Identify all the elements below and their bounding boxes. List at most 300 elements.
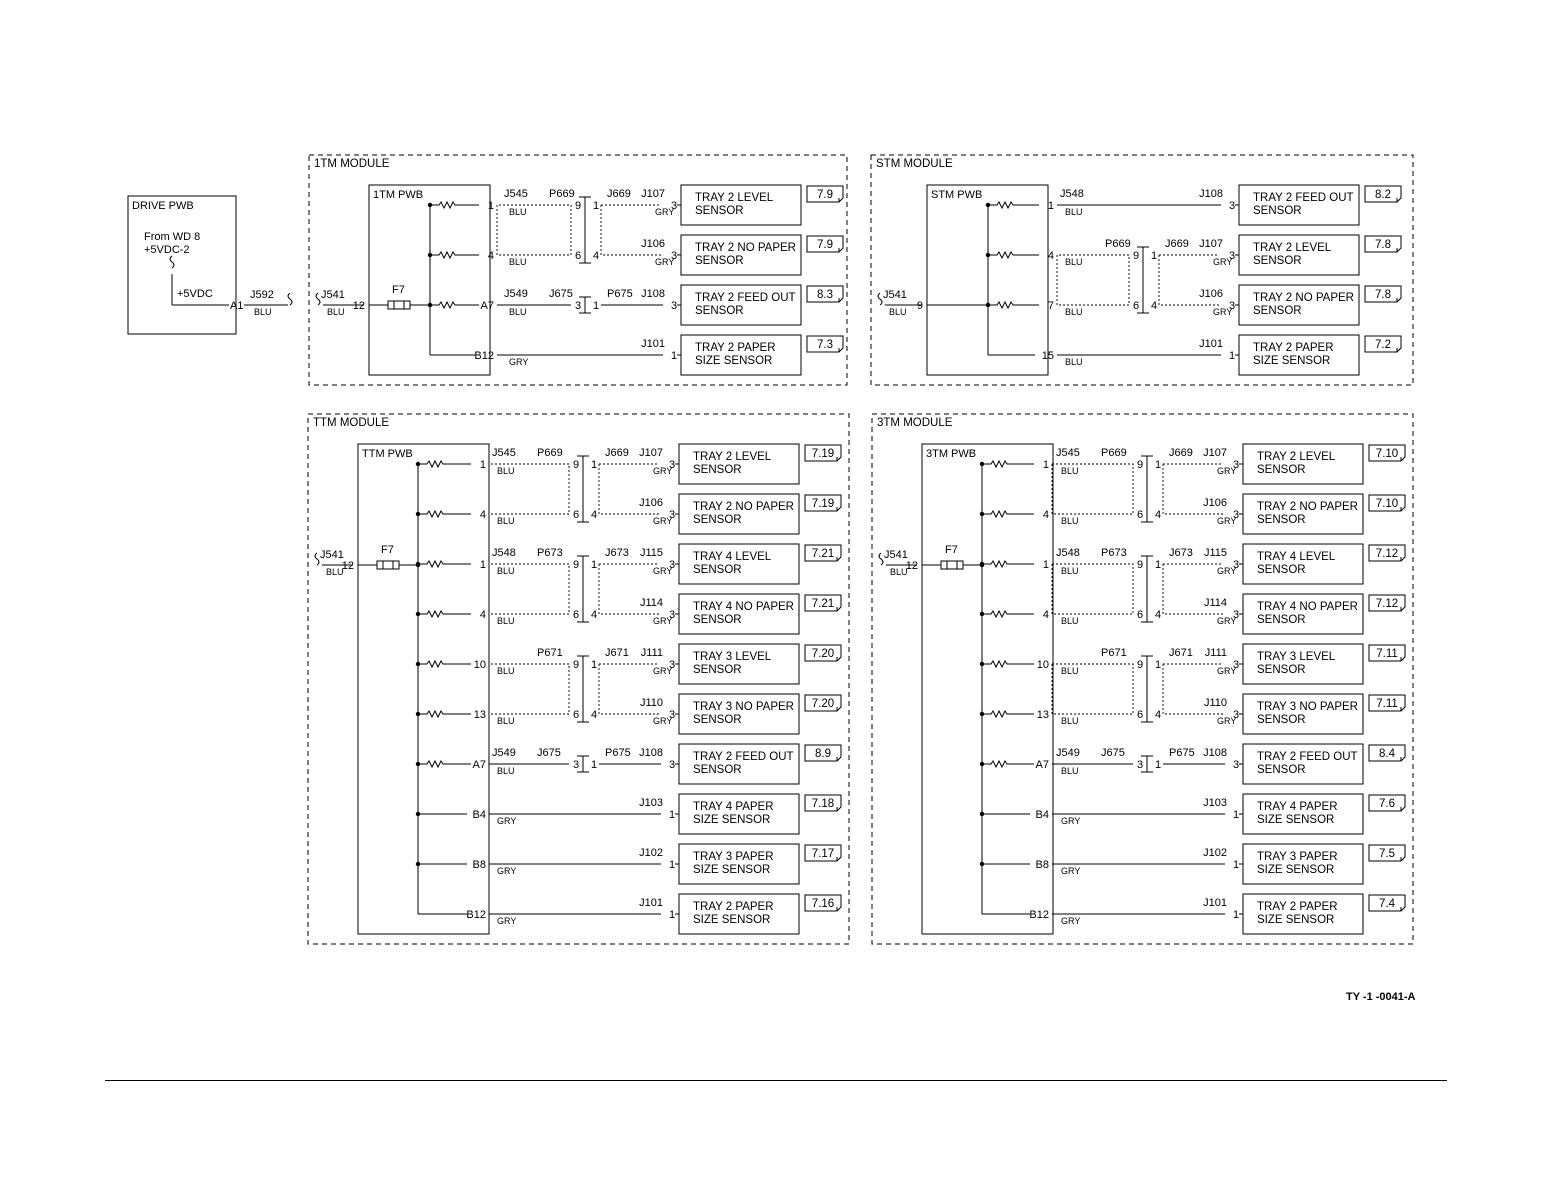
connector-label: J671 [605, 647, 629, 659]
connector-label: P675 [607, 288, 633, 300]
sensor-label: TRAY 2 FEED OUT [1257, 751, 1358, 763]
pin-label: 3 [671, 250, 678, 262]
pin-label: 4 [479, 609, 486, 621]
wire-color: GRY [653, 616, 673, 626]
connector-label: P675 [605, 747, 631, 759]
connector-label: J541 [321, 289, 345, 301]
fuse-symbol [377, 561, 399, 569]
reference-number: 7.8 [1375, 239, 1391, 251]
resistor-symbol [988, 461, 1010, 467]
drive-pwb-title: DRIVE PWB [132, 200, 194, 212]
reference-number: 7.17 [811, 848, 835, 860]
connector-label: J541 [884, 549, 908, 561]
wire-color: BLU [254, 307, 272, 317]
sensor-label: SENSOR [1257, 714, 1306, 726]
pin-label: B8 [472, 859, 486, 871]
wire-color: BLU [497, 516, 515, 526]
pin-label: 3 [671, 200, 678, 212]
sensor-label: TRAY 2 FEED OUT [695, 292, 796, 304]
connector-label: J101 [1203, 897, 1227, 909]
pin-label: 3 [669, 659, 676, 671]
sensor-label: TRAY 4 NO PAPER [693, 601, 794, 613]
wire-color: GRY [1061, 866, 1081, 876]
pin-label: 3 [573, 759, 580, 771]
reference-number: 7.16 [811, 898, 835, 910]
pin-label: 6 [573, 509, 580, 521]
pin-label: 1 [1229, 350, 1236, 362]
resistor-symbol [436, 252, 458, 258]
sensor-label: TRAY 3 NO PAPER [1257, 701, 1358, 713]
wire-color: GRY [1213, 307, 1233, 317]
reference-number: 7.8 [1375, 289, 1391, 301]
pin-label: 1 [1233, 909, 1240, 921]
resistor-symbol [436, 302, 458, 308]
pin-label: A1 [230, 300, 244, 312]
sensor-label: SENSOR [1257, 514, 1306, 526]
resistor-symbol [988, 611, 1010, 617]
resistor-symbol [424, 761, 446, 767]
connector-label: J541 [320, 549, 344, 561]
pin-label: 9 [916, 300, 923, 312]
connector-label: J592 [250, 289, 274, 301]
resistor-symbol [424, 711, 446, 717]
reference-number: 7.11 [1376, 648, 1398, 660]
wire-color: GRY [1217, 616, 1237, 626]
sensor-label: TRAY 2 FEED OUT [1253, 192, 1354, 204]
sensor-label: SENSOR [693, 464, 742, 476]
connector-label: J110 [639, 697, 663, 709]
pin-label: B8 [1035, 859, 1049, 871]
wire-color: BLU [1061, 766, 1079, 776]
pin-label: 9 [1137, 459, 1144, 471]
sensor-label: TRAY 2 NO PAPER [1257, 501, 1358, 513]
connector-label: J669 [1165, 238, 1189, 250]
resistor-symbol [994, 202, 1016, 208]
wire-color: GRY [655, 207, 675, 217]
pin-label: 4 [593, 250, 600, 262]
pin-label: 13 [1036, 709, 1049, 721]
pin-label: 1 [1042, 459, 1049, 471]
sensor-label: SENSOR [693, 714, 742, 726]
wire-color: GRY [653, 466, 673, 476]
sensor-label: SENSOR [693, 514, 742, 526]
pwb-title: 3TM PWB [926, 448, 977, 460]
fuse-label: F7 [945, 544, 958, 556]
wire-color: BLU [889, 307, 907, 317]
pin-label: 9 [1133, 250, 1140, 262]
connector-label: J115 [1203, 547, 1227, 559]
wire-color: GRY [653, 716, 673, 726]
resistor-symbol [988, 761, 1010, 767]
wire-color: BLU [497, 466, 515, 476]
wire-color: GRY [1217, 516, 1237, 526]
connector-label: J545 [492, 447, 516, 459]
pin-label: 1 [1233, 859, 1240, 871]
pin-label: 1 [669, 909, 676, 921]
connector-label: J111 [640, 647, 663, 659]
module-title: 1TM MODULE [314, 158, 390, 170]
pin-label: 6 [1137, 509, 1144, 521]
pin-label: 3 [669, 609, 676, 621]
connector-label: P671 [537, 647, 563, 659]
pin-label: 3 [1233, 709, 1240, 721]
cable-break-symbol [316, 293, 320, 305]
fuse-label: F7 [381, 544, 394, 556]
connector-label: J107 [1203, 447, 1227, 459]
pin-label: 9 [1137, 659, 1144, 671]
pin-label: 3 [1233, 759, 1240, 771]
reference-number: 7.9 [817, 239, 833, 251]
pin-label: 1 [671, 350, 678, 362]
connector-label: P669 [537, 447, 563, 459]
reference-number: 8.2 [1375, 189, 1391, 201]
connector-label: P671 [1101, 647, 1127, 659]
pin-label: 4 [1155, 709, 1162, 721]
pin-label: 1 [591, 659, 598, 671]
pwb-title: 1TM PWB [373, 189, 424, 201]
connector-label: J108 [641, 288, 665, 300]
fuse-symbol [388, 301, 410, 309]
connector-label: J103 [1203, 797, 1227, 809]
resistor-symbol [994, 252, 1016, 258]
reference-number: 7.19 [811, 498, 835, 510]
pin-label: 4 [591, 609, 598, 621]
pin-label: 1 [591, 559, 598, 571]
sensor-label: SENSOR [693, 614, 742, 626]
sensor-label: SENSOR [695, 305, 744, 317]
pin-label: 3 [1229, 300, 1236, 312]
connector-label: J673 [605, 547, 629, 559]
pin-label: B4 [1035, 809, 1049, 821]
resistor-symbol [424, 511, 446, 517]
sensor-label: SENSOR [1257, 614, 1306, 626]
reference-number: 7.5 [1379, 848, 1395, 860]
pin-label: 3 [575, 300, 582, 312]
sensor-label: SIZE SENSOR [693, 914, 771, 926]
sensor-label: TRAY 2 PAPER [1257, 901, 1338, 913]
sensor-label: SIZE SENSOR [695, 355, 773, 367]
connector-label: P669 [1101, 447, 1127, 459]
pin-label: 3 [669, 559, 676, 571]
connector-label: J114 [1203, 597, 1227, 609]
sensor-label: SENSOR [1257, 564, 1306, 576]
reference-number: 7.10 [1375, 498, 1399, 510]
pin-label: 3 [669, 459, 676, 471]
pin-label: 3 [669, 709, 676, 721]
wire-color: BLU [327, 307, 345, 317]
wire-color: BLU [1065, 207, 1083, 217]
resistor-symbol [988, 561, 1010, 567]
connector-label: J549 [504, 288, 528, 300]
pin-label: 3 [671, 300, 678, 312]
reference-number: 7.10 [1375, 448, 1399, 460]
sensor-label: TRAY 3 NO PAPER [693, 701, 794, 713]
sensor-label: TRAY 2 LEVEL [695, 192, 774, 204]
pin-label: 4 [487, 250, 494, 262]
pin-label: 4 [591, 509, 598, 521]
connector-label: J545 [1056, 447, 1080, 459]
wire-color: GRY [497, 916, 517, 926]
reference-number: 7.4 [1379, 898, 1395, 910]
reference-number: 7.12 [1375, 598, 1399, 610]
pin-label: 12 [341, 560, 354, 572]
wire-color: GRY [653, 666, 673, 676]
resistor-symbol [988, 711, 1010, 717]
pin-label: 1 [1047, 200, 1054, 212]
reference-number: 8.4 [1379, 748, 1395, 760]
sensor-label: SENSOR [695, 255, 744, 267]
wire-color: BLU [497, 616, 515, 626]
sensor-label: TRAY 2 NO PAPER [695, 242, 796, 254]
wire-color: BLU [1065, 357, 1083, 367]
pin-label: 3 [669, 509, 676, 521]
connector-label: J545 [504, 188, 528, 200]
pin-label: 9 [575, 200, 582, 212]
connector-label: J102 [1203, 847, 1227, 859]
connector-label: P675 [1169, 747, 1195, 759]
reference-number: 7.12 [1375, 548, 1399, 560]
connector-label: J106 [639, 497, 663, 509]
pwb-box [358, 444, 489, 934]
sensor-label: SENSOR [695, 205, 744, 217]
connector-label: J114 [639, 597, 663, 609]
pin-label: 1 [1042, 559, 1049, 571]
sensor-label: SENSOR [1253, 255, 1302, 267]
pin-label: 1 [591, 459, 598, 471]
reference-number: 7.20 [811, 698, 835, 710]
connector-label: J101 [1199, 338, 1223, 350]
resistor-symbol [988, 661, 1010, 667]
supply-line-label: +5VDC [177, 288, 213, 300]
pin-label: 3 [1233, 509, 1240, 521]
sensor-label: TRAY 2 PAPER [695, 342, 776, 354]
reference-number: 7.2 [1375, 339, 1391, 351]
wire-color: GRY [653, 516, 673, 526]
reference-number: 7.21 [811, 548, 835, 560]
pin-label: 6 [1133, 300, 1140, 312]
cable-break-symbol [315, 553, 319, 565]
sensor-label: SIZE SENSOR [693, 814, 771, 826]
pin-label: 13 [473, 709, 486, 721]
wire-color: BLU [1061, 666, 1079, 676]
sensor-label: SENSOR [693, 564, 742, 576]
wire-color: BLU [1065, 257, 1083, 267]
connector-label: P669 [1105, 238, 1131, 250]
fuse-label: F7 [392, 284, 405, 296]
resistor-symbol [994, 302, 1016, 308]
sensor-label: TRAY 4 LEVEL [693, 551, 772, 563]
pin-label: 1 [593, 300, 600, 312]
wire-color: BLU [1061, 616, 1079, 626]
pin-label: 4 [1047, 250, 1054, 262]
pin-label: A7 [1035, 759, 1049, 771]
wire-color: BLU [890, 567, 908, 577]
drive-pwb-source: From WD 8 [144, 231, 201, 243]
sensor-label: TRAY 2 FEED OUT [693, 751, 794, 763]
connector-label: J106 [641, 238, 665, 250]
pin-label: 1 [479, 559, 486, 571]
connector-label: J669 [607, 188, 631, 200]
cable-break-symbol [879, 553, 883, 565]
wire-color: GRY [1217, 566, 1237, 576]
connector-label: J102 [639, 847, 663, 859]
pin-label: 12 [905, 560, 918, 572]
pin-label: B12 [466, 909, 486, 921]
sensor-label: TRAY 2 LEVEL [693, 451, 772, 463]
wire-color: BLU [509, 257, 527, 267]
sensor-label: TRAY 4 PAPER [1257, 801, 1338, 813]
wire-color: GRY [1217, 666, 1237, 676]
sensor-label: TRAY 3 PAPER [693, 851, 774, 863]
connector-label: J115 [639, 547, 663, 559]
pin-label: 10 [473, 659, 486, 671]
cable-break-symbol [170, 256, 174, 268]
fuse-symbol [941, 561, 963, 569]
connector-label: J549 [492, 747, 516, 759]
pin-label: 6 [573, 709, 580, 721]
pin-label: 9 [573, 659, 580, 671]
sensor-label: SENSOR [693, 764, 742, 776]
module-title: TTM MODULE [313, 417, 390, 429]
sensor-label: TRAY 2 LEVEL [1253, 242, 1332, 254]
pin-label: A7 [480, 300, 494, 312]
pin-label: 3 [669, 759, 676, 771]
wire-color: BLU [509, 207, 527, 217]
connector-label: J101 [641, 338, 665, 350]
reference-number: 7.11 [1376, 698, 1398, 710]
connector-label: J111 [1204, 647, 1227, 659]
wire-color: BLU [1061, 516, 1079, 526]
connector-label: J671 [1169, 647, 1193, 659]
wire-color: BLU [497, 716, 515, 726]
connector-label: J108 [1203, 747, 1227, 759]
pin-label: 1 [669, 859, 676, 871]
pwb-title: TTM PWB [362, 448, 413, 460]
pin-label: 1 [1155, 659, 1162, 671]
sensor-label: SENSOR [1257, 764, 1306, 776]
module-title: STM MODULE [876, 158, 953, 170]
connector-label: J107 [641, 188, 665, 200]
resistor-symbol [436, 202, 458, 208]
connector-label: J106 [1199, 288, 1223, 300]
connector-label: J107 [1199, 238, 1223, 250]
drive-pwb-supply: +5VDC-2 [144, 244, 190, 256]
connector-label: J110 [1203, 697, 1227, 709]
connector-label: J103 [639, 797, 663, 809]
sensor-label: TRAY 4 PAPER [693, 801, 774, 813]
connector-label: J101 [639, 897, 663, 909]
pin-label: 4 [591, 709, 598, 721]
sensor-label: TRAY 3 LEVEL [693, 651, 772, 663]
connector-label: J673 [1169, 547, 1193, 559]
pin-label: 9 [1137, 559, 1144, 571]
connector-label: J541 [883, 289, 907, 301]
reference-number: 7.3 [817, 339, 833, 351]
pin-label: 6 [575, 250, 582, 262]
resistor-symbol [424, 661, 446, 667]
pin-label: 6 [573, 609, 580, 621]
wire-color: GRY [653, 566, 673, 576]
wire-color: BLU [1065, 307, 1083, 317]
pin-label: B12 [474, 350, 494, 362]
connector-label: J107 [639, 447, 663, 459]
pin-label: 3 [1233, 459, 1240, 471]
connector-label: J675 [549, 288, 573, 300]
pin-label: 4 [1155, 509, 1162, 521]
connector-label: J548 [1060, 188, 1084, 200]
resistor-symbol [424, 461, 446, 467]
wire-color: GRY [1217, 466, 1237, 476]
sensor-label: TRAY 4 LEVEL [1257, 551, 1336, 563]
sensor-label: TRAY 4 NO PAPER [1257, 601, 1358, 613]
pin-label: 4 [1042, 609, 1049, 621]
wire-color: BLU [1061, 716, 1079, 726]
reference-number: 7.21 [811, 598, 835, 610]
pin-label: 3 [1233, 559, 1240, 571]
pin-label: 4 [1151, 300, 1158, 312]
cable-break-symbol [288, 293, 292, 305]
pin-label: B4 [472, 809, 486, 821]
resistor-symbol [988, 511, 1010, 517]
reference-number: 7.6 [1379, 798, 1395, 810]
connector-label: J549 [1056, 747, 1080, 759]
sensor-label: TRAY 2 NO PAPER [1253, 292, 1354, 304]
wire-color: GRY [497, 816, 517, 826]
connector-label: J548 [492, 547, 516, 559]
cable-break-symbol [878, 293, 882, 305]
wire-color: GRY [509, 357, 529, 367]
sensor-label: SIZE SENSOR [1257, 914, 1335, 926]
sensor-label: SENSOR [1257, 664, 1306, 676]
reference-number: 8.9 [815, 748, 831, 760]
footer-rule [105, 1080, 1447, 1081]
pin-label: A7 [472, 759, 486, 771]
wire-color: GRY [1213, 257, 1233, 267]
sensor-label: TRAY 2 NO PAPER [693, 501, 794, 513]
sensor-label: TRAY 2 PAPER [1253, 342, 1334, 354]
pin-label: 12 [352, 300, 365, 312]
pin-label: 3 [1137, 759, 1144, 771]
sensor-label: SENSOR [1257, 464, 1306, 476]
wire-color: BLU [1061, 566, 1079, 576]
sensor-label: TRAY 2 PAPER [693, 901, 774, 913]
reference-number: 8.3 [817, 289, 833, 301]
pin-label: 1 [669, 809, 676, 821]
connector-label: J669 [1169, 447, 1193, 459]
connector-label: J548 [1056, 547, 1080, 559]
pin-label: 3 [1233, 659, 1240, 671]
pin-label: 4 [1155, 609, 1162, 621]
wire-color: GRY [1061, 816, 1081, 826]
connector-label: J669 [605, 447, 629, 459]
pin-label: 3 [1229, 250, 1236, 262]
reference-number: 7.20 [811, 648, 835, 660]
pin-label: B12 [1029, 909, 1049, 921]
wire-color: BLU [497, 566, 515, 576]
reference-number: 7.9 [817, 189, 833, 201]
pin-label: 1 [1155, 759, 1162, 771]
sensor-label: SIZE SENSOR [1257, 814, 1335, 826]
pin-label: 9 [573, 459, 580, 471]
pwb-box [922, 444, 1053, 934]
wire-color: BLU [1061, 466, 1079, 476]
resistor-symbol [424, 561, 446, 567]
wire-color: GRY [497, 866, 517, 876]
wire-color: GRY [1061, 916, 1081, 926]
connector-label: J106 [1203, 497, 1227, 509]
sensor-label: TRAY 3 PAPER [1257, 851, 1338, 863]
wire-color: BLU [509, 307, 527, 317]
